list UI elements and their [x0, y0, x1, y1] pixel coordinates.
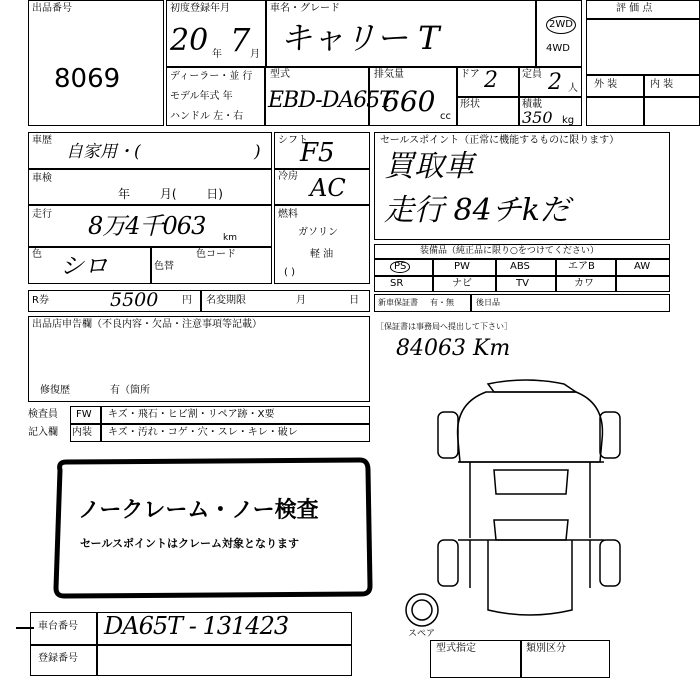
aircon-value: AC	[310, 174, 346, 202]
equip-navi: ナビ	[452, 278, 472, 289]
shift-label: シフト	[278, 135, 308, 146]
first-reg-label: 初度登録年月	[170, 3, 230, 14]
load: 350	[522, 108, 553, 127]
inspector-label: 検査員	[28, 409, 58, 420]
displacement: 660	[382, 85, 436, 118]
first-reg-year: 20	[170, 23, 209, 58]
persons-unit: 人	[568, 83, 578, 94]
sales-point-line2: 走行 84チkだ	[384, 193, 570, 228]
drive-4wd: 4WD	[546, 43, 570, 54]
fuel-diesel: 軽 油	[310, 249, 334, 260]
name-change-label: 名変期限	[206, 295, 246, 306]
color-change-label: 色替	[154, 261, 174, 272]
shape-label: 形状	[460, 99, 480, 110]
fw-items: キズ・飛石・ヒビ割・リペア跡・X要	[108, 409, 275, 420]
equip-ps: PS	[390, 261, 410, 273]
chassis-value: DA65T - 131423	[104, 612, 289, 640]
class-label: 類別区分	[526, 643, 566, 654]
repair-value: 有（箇所	[110, 385, 150, 396]
shift-value: F5	[300, 138, 335, 168]
lot-number-label: 出品番号	[32, 3, 72, 14]
history-value: 自家用・(	[66, 142, 141, 162]
car-name: キャリー T	[280, 19, 440, 57]
spare-label: スペア	[408, 629, 436, 639]
registration-label: 登録番号	[38, 653, 78, 664]
equip-sr: SR	[390, 278, 404, 289]
yen-unit: 円	[182, 295, 192, 306]
sales-point-title: セールスポイント（正常に機能するものに限ります）	[380, 135, 620, 146]
year-unit: 年	[212, 49, 222, 60]
load-label: 積載	[522, 99, 542, 110]
model-type: EBD-DA65T	[268, 88, 393, 113]
warranty-options: 有・無	[430, 298, 454, 307]
equipment-title: 装備品（純正品に限り○をつけてください）	[420, 246, 599, 256]
month-unit: 月	[250, 49, 260, 60]
color-value: シロ	[60, 252, 108, 280]
equip-tv: TV	[516, 278, 529, 289]
interior-items: キズ・汚れ・コゲ・穴・スレ・キレ・破レ	[108, 427, 298, 438]
exterior-label: 外 装	[594, 79, 618, 90]
equip-leather: カワ	[574, 278, 594, 289]
type-approval-label: 型式指定	[436, 643, 476, 654]
equip-aw: AW	[634, 261, 651, 272]
equip-airbag: エアB	[568, 261, 595, 272]
interior-label: 内 装	[650, 79, 674, 90]
score-label: 評 価 点	[616, 3, 653, 14]
displacement-label: 排気量	[374, 69, 404, 80]
capacity: 2	[548, 70, 562, 95]
doors: 2	[484, 68, 498, 93]
car-name-label: 車名・グレード	[270, 3, 340, 14]
cc-unit: cc	[440, 111, 451, 122]
fuel-other: ( )	[284, 267, 295, 278]
repair-label: 修復歴	[40, 385, 70, 396]
warranty-label: 新車保証書	[378, 298, 418, 307]
history-close: )	[254, 142, 261, 162]
warranty-date-label: 後日品	[476, 298, 500, 307]
first-reg-month: 7	[230, 21, 251, 59]
stamp-subtitle: セールスポイントはクレーム対象となります	[80, 537, 300, 550]
history-label: 車歴	[32, 135, 52, 146]
inspection-label: 車検	[32, 173, 52, 184]
model-year-label: モデル年式 年	[170, 91, 233, 102]
sales-point-line1: 買取車	[384, 149, 474, 184]
stamp-title: ノークレーム・ノー検査	[78, 498, 319, 523]
drive-2wd: 2WD	[546, 16, 576, 34]
km-unit: km	[223, 233, 237, 243]
aircon-label: 冷房	[278, 171, 298, 182]
fw-label: FW	[76, 409, 92, 420]
color-label: 色	[32, 249, 42, 260]
mileage-value: 8万4千063	[88, 212, 206, 240]
mileage-label: 走行	[32, 209, 52, 220]
equip-pw: PW	[454, 261, 470, 272]
lot-number: 8069	[54, 64, 121, 94]
recycle-value: 5500	[110, 289, 159, 311]
report-interior-label: 内装	[72, 427, 92, 438]
fuel-label: 燃料	[278, 209, 298, 220]
mileage-note: 84063 Km	[396, 336, 511, 361]
dealer-label: ディーラー・並 行	[170, 71, 253, 82]
color-code-label: 色コード	[196, 249, 236, 260]
recycle-label: R券	[32, 295, 49, 306]
report-title: 出品店申告欄（不良内容・欠品・注意事項等記載）	[32, 319, 262, 330]
name-change-value: 月 日	[296, 295, 360, 306]
entry-label: 記入欄	[28, 427, 58, 438]
handle-label: ハンドル 左・右	[170, 111, 244, 122]
chassis-label: 車台番号	[38, 621, 78, 632]
equip-abs: ABS	[510, 261, 530, 272]
model-type-label: 型式	[270, 69, 290, 80]
fuel-gasoline: ガソリン	[298, 227, 338, 238]
inspection-value: 年 月( 日)	[118, 187, 223, 201]
capacity-label: 定員	[522, 69, 542, 80]
doors-label: ドア	[460, 69, 480, 80]
warranty-note: ［保証書は事務局へ提出して下さい］	[376, 322, 512, 331]
kg-unit: kg	[562, 115, 575, 126]
